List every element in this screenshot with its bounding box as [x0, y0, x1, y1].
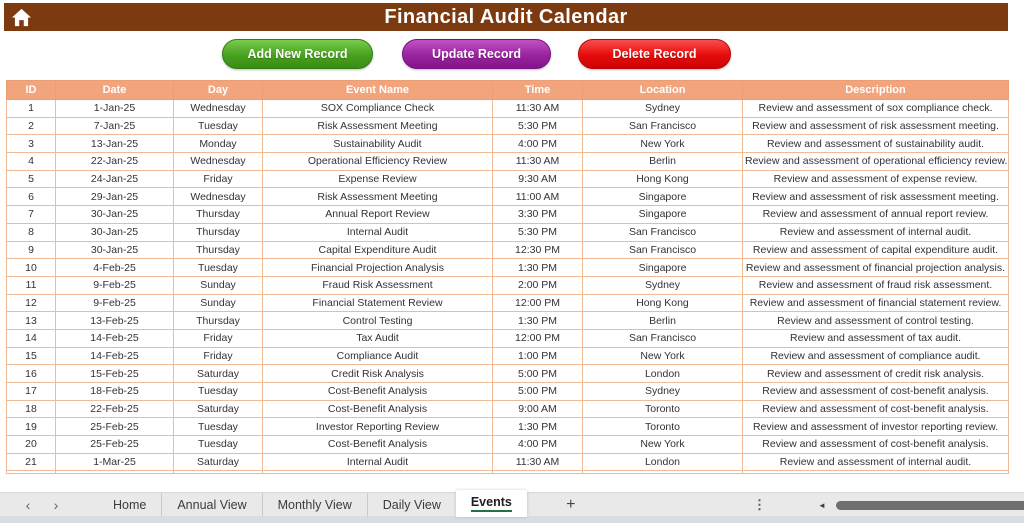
cell-event-name[interactable]: Expense Review	[263, 170, 493, 188]
cell-location[interactable]: New York	[583, 436, 743, 454]
cell-description[interactable]: Review and assessment of sustainability audit.	[743, 135, 1009, 153]
cell-day[interactable]: Friday	[174, 170, 263, 188]
cell-day[interactable]: Thursday	[174, 223, 263, 241]
cell-time[interactable]: 5:30 PM	[493, 223, 583, 241]
sheet-tab-bar	[0, 492, 1024, 516]
cell-description[interactable]: Review and assessment of financial projection analysis.	[743, 259, 1009, 277]
cell-description[interactable]: Review and assessment of annual report review.	[743, 206, 1009, 224]
cell-time[interactable]: 5:30 PM	[493, 117, 583, 135]
cell-location[interactable]: San Francisco	[583, 241, 743, 259]
cell-date[interactable]: 18-Feb-25	[56, 383, 174, 401]
cell-event-name[interactable]: Risk Assessment Meeting	[263, 188, 493, 206]
cell-day[interactable]: Thursday	[174, 206, 263, 224]
cell-location[interactable]: London	[583, 365, 743, 383]
cell-description[interactable]: Review and assessment of internal audit.	[743, 223, 1009, 241]
cell-time[interactable]: 9:30 AM	[493, 170, 583, 188]
cell-date[interactable]: 7-Jan-25	[56, 117, 174, 135]
cell-id[interactable]: 3	[7, 135, 56, 153]
cell-day[interactable]: Tuesday	[174, 117, 263, 135]
cell-time[interactable]: 4:00 PM	[493, 436, 583, 454]
cell-event-name[interactable]: Control Testing	[263, 312, 493, 330]
cell-id[interactable]: 12	[7, 294, 56, 312]
cell-event-name[interactable]: Capital Expenditure Audit	[263, 241, 493, 259]
cell-date[interactable]: 25-Feb-25	[56, 418, 174, 436]
cell-id[interactable]: 20	[7, 436, 56, 454]
sheet-nav-next-icon[interactable]: ›	[42, 498, 70, 512]
table-row	[7, 347, 1009, 365]
sheet-tabs	[98, 493, 527, 517]
cell-location[interactable]: San Francisco	[583, 223, 743, 241]
add-new-record-button[interactable]: Add New Record	[222, 39, 373, 69]
cell-event-name[interactable]: SOX Compliance Check	[263, 100, 493, 118]
cell-time[interactable]: 12:30 PM	[493, 241, 583, 259]
cell-description[interactable]: Review and assessment of cost-benefit analysis.	[743, 436, 1009, 454]
cell-day[interactable]: Wednesday	[174, 188, 263, 206]
cell-time[interactable]: 9:00 AM	[493, 400, 583, 418]
add-sheet-button[interactable]: +	[549, 495, 593, 515]
sheet-tab-label: Annual View	[177, 497, 247, 512]
kebab-menu-icon[interactable]: ⋮	[753, 497, 766, 512]
sheet-tab-label: Events	[471, 495, 512, 512]
table-row	[7, 329, 1009, 347]
cell-date[interactable]: 14-Feb-25	[56, 347, 174, 365]
cell-time[interactable]: 11:30 AM	[493, 100, 583, 118]
hscroll-left-arrow-icon[interactable]: ◄	[818, 500, 826, 510]
cell-id[interactable]: 8	[7, 223, 56, 241]
cell-date[interactable]: 4-Feb-25	[56, 259, 174, 277]
cell-empty	[263, 471, 493, 474]
cell-day[interactable]: Tuesday	[174, 259, 263, 277]
cell-time[interactable]: 5:00 PM	[493, 365, 583, 383]
cell-time[interactable]: 11:30 AM	[493, 453, 583, 471]
cell-location[interactable]: Toronto	[583, 400, 743, 418]
cell-time[interactable]: 1:00 PM	[493, 347, 583, 365]
table-row	[7, 418, 1009, 436]
cell-event-name[interactable]: Tax Audit	[263, 329, 493, 347]
cell-time[interactable]: 11:30 AM	[493, 153, 583, 171]
cell-event-name[interactable]: Operational Efficiency Review	[263, 153, 493, 171]
sheet-tab-events[interactable]	[456, 490, 527, 517]
cell-event-name[interactable]: Credit Risk Analysis	[263, 365, 493, 383]
cell-day[interactable]: Sunday	[174, 276, 263, 294]
cell-time[interactable]: 1:30 PM	[493, 312, 583, 330]
cell-location[interactable]: Berlin	[583, 153, 743, 171]
sheet-nav-prev-icon[interactable]: ‹	[14, 498, 42, 512]
table-row	[7, 365, 1009, 383]
page-title: Financial Audit Calendar	[384, 5, 628, 28]
cell-description[interactable]: Review and assessment of risk assessment meeting.	[743, 117, 1009, 135]
cell-day[interactable]: Tuesday	[174, 436, 263, 454]
table-row	[7, 383, 1009, 401]
cell-day[interactable]: Saturday	[174, 365, 263, 383]
table-row	[7, 276, 1009, 294]
cell-day[interactable]: Wednesday	[174, 100, 263, 118]
cell-event-name[interactable]: Annual Report Review	[263, 206, 493, 224]
cell-location[interactable]: Sydney	[583, 276, 743, 294]
table-row	[7, 170, 1009, 188]
table-row	[7, 259, 1009, 277]
cell-date[interactable]: 30-Jan-25	[56, 223, 174, 241]
cell-id[interactable]: 2	[7, 117, 56, 135]
cell-time[interactable]: 12:00 PM	[493, 329, 583, 347]
cell-description[interactable]: Review and assessment of fraud risk assessment.	[743, 276, 1009, 294]
table-row	[7, 223, 1009, 241]
cell-date[interactable]: 25-Feb-25	[56, 436, 174, 454]
cell-date[interactable]: 22-Jan-25	[56, 153, 174, 171]
table-row	[7, 206, 1009, 224]
cell-description[interactable]: Review and assessment of sox compliance check.	[743, 100, 1009, 118]
events-table	[6, 80, 1009, 474]
cell-event-name[interactable]: Investor Reporting Review	[263, 418, 493, 436]
cell-empty	[583, 471, 743, 474]
column-header-date: Date	[56, 81, 174, 100]
cell-event-name[interactable]: Cost-Benefit Analysis	[263, 400, 493, 418]
cell-day[interactable]: Tuesday	[174, 418, 263, 436]
cell-date[interactable]: 1-Jan-25	[56, 100, 174, 118]
table-row	[7, 312, 1009, 330]
cell-date[interactable]: 22-Feb-25	[56, 400, 174, 418]
table-row	[7, 453, 1009, 471]
cell-empty	[56, 471, 174, 474]
cell-event-name[interactable]: Internal Audit	[263, 223, 493, 241]
cell-description[interactable]: Review and assessment of investor reporting review.	[743, 418, 1009, 436]
cell-event-name[interactable]: Cost-Benefit Analysis	[263, 383, 493, 401]
cell-empty	[7, 471, 56, 474]
column-header-event-name: Event Name	[263, 81, 493, 100]
cell-time[interactable]: 11:00 AM	[493, 188, 583, 206]
sheet-tab-label: Daily View	[382, 497, 441, 512]
cell-location[interactable]: San Francisco	[583, 329, 743, 347]
cell-date[interactable]: 30-Jan-25	[56, 206, 174, 224]
cell-id[interactable]: 21	[7, 453, 56, 471]
cell-location[interactable]: London	[583, 453, 743, 471]
column-header-time: Time	[493, 81, 583, 100]
cell-empty	[493, 471, 583, 474]
sheet-tab-home[interactable]	[98, 493, 161, 517]
cell-description[interactable]: Review and assessment of credit risk analysis.	[743, 365, 1009, 383]
cell-id[interactable]: 7	[7, 206, 56, 224]
cell-id[interactable]: 17	[7, 383, 56, 401]
cell-date[interactable]: 30-Jan-25	[56, 241, 174, 259]
cell-location[interactable]: Berlin	[583, 312, 743, 330]
cell-id[interactable]: 14	[7, 329, 56, 347]
cell-date[interactable]: 13-Feb-25	[56, 312, 174, 330]
cell-event-name[interactable]: Risk Assessment Meeting	[263, 117, 493, 135]
column-header-description: Description	[743, 81, 1009, 100]
cell-location[interactable]: Singapore	[583, 259, 743, 277]
table-row	[7, 153, 1009, 171]
cell-description[interactable]: Review and assessment of tax audit.	[743, 329, 1009, 347]
cell-time[interactable]: 1:30 PM	[493, 259, 583, 277]
column-header-day: Day	[174, 81, 263, 100]
cell-description[interactable]: Review and assessment of cost-benefit analysis.	[743, 383, 1009, 401]
cell-day[interactable]: Friday	[174, 329, 263, 347]
cell-time[interactable]: 1:30 PM	[493, 418, 583, 436]
events-table-wrap	[6, 80, 1008, 474]
sheet-tab-label: Home	[113, 497, 147, 512]
cell-location[interactable]: Toronto	[583, 418, 743, 436]
table-header-row	[7, 81, 1009, 100]
sheet-tab-annual-view[interactable]	[161, 493, 261, 517]
cell-location[interactable]: Singapore	[583, 206, 743, 224]
cell-description[interactable]: Review and assessment of cost-benefit analysis.	[743, 400, 1009, 418]
cell-description[interactable]: Review and assessment of expense review.	[743, 170, 1009, 188]
cell-day[interactable]: Friday	[174, 347, 263, 365]
cell-date[interactable]: 9-Feb-25	[56, 276, 174, 294]
cell-day[interactable]: Tuesday	[174, 383, 263, 401]
cell-description[interactable]: Review and assessment of compliance audit.	[743, 347, 1009, 365]
cell-event-name[interactable]: Sustainability Audit	[263, 135, 493, 153]
cell-event-name[interactable]: Cost-Benefit Analysis	[263, 436, 493, 454]
bottom-edge-strip	[0, 516, 1024, 523]
cell-location[interactable]: New York	[583, 347, 743, 365]
cell-description[interactable]: Review and assessment of capital expenditure audit.	[743, 241, 1009, 259]
table-row	[7, 100, 1009, 118]
table-row	[7, 436, 1009, 454]
cell-empty	[743, 471, 1009, 474]
cell-id[interactable]: 5	[7, 170, 56, 188]
cell-day[interactable]: Thursday	[174, 241, 263, 259]
table-row	[7, 400, 1009, 418]
cell-description[interactable]: Review and assessment of control testing.	[743, 312, 1009, 330]
cell-event-name[interactable]: Financial Statement Review	[263, 294, 493, 312]
cell-event-name[interactable]: Fraud Risk Assessment	[263, 276, 493, 294]
sheet-tab-label: Monthly View	[277, 497, 352, 512]
cell-id[interactable]: 9	[7, 241, 56, 259]
cell-location[interactable]: San Francisco	[583, 117, 743, 135]
table-row	[7, 241, 1009, 259]
cell-id[interactable]: 15	[7, 347, 56, 365]
cell-description[interactable]: Review and assessment of internal audit.	[743, 453, 1009, 471]
cell-date[interactable]: 24-Jan-25	[56, 170, 174, 188]
cell-location[interactable]: Singapore	[583, 188, 743, 206]
sheet-tab-daily-view[interactable]	[367, 493, 456, 517]
cell-event-name[interactable]: Compliance Audit	[263, 347, 493, 365]
cell-date[interactable]: 14-Feb-25	[56, 329, 174, 347]
cell-id[interactable]: 4	[7, 153, 56, 171]
cell-day[interactable]: Monday	[174, 135, 263, 153]
table-row	[7, 117, 1009, 135]
column-header-id: ID	[7, 81, 56, 100]
cell-location[interactable]: Hong Kong	[583, 170, 743, 188]
sheet-tab-monthly-view[interactable]	[262, 493, 367, 517]
cell-time[interactable]: 4:00 PM	[493, 135, 583, 153]
cell-description[interactable]: Review and assessment of risk assessment meeting.	[743, 188, 1009, 206]
horizontal-scrollbar-thumb[interactable]	[836, 501, 1024, 510]
cell-day[interactable]: Saturday	[174, 453, 263, 471]
cell-id[interactable]: 19	[7, 418, 56, 436]
cell-id[interactable]: 11	[7, 276, 56, 294]
table-row-partial	[7, 471, 1009, 474]
table-row	[7, 188, 1009, 206]
cell-time[interactable]: 5:00 PM	[493, 383, 583, 401]
cell-id[interactable]: 13	[7, 312, 56, 330]
cell-location[interactable]: Sydney	[583, 100, 743, 118]
cell-location[interactable]: Hong Kong	[583, 294, 743, 312]
cell-day[interactable]: Saturday	[174, 400, 263, 418]
cell-id[interactable]: 1	[7, 100, 56, 118]
cell-empty	[174, 471, 263, 474]
cell-day[interactable]: Sunday	[174, 294, 263, 312]
cell-location[interactable]: New York	[583, 135, 743, 153]
title-bar	[4, 3, 1008, 31]
cell-day[interactable]: Thursday	[174, 312, 263, 330]
cell-event-name[interactable]: Internal Audit	[263, 453, 493, 471]
cell-date[interactable]: 9-Feb-25	[56, 294, 174, 312]
table-row	[7, 135, 1009, 153]
cell-id[interactable]: 18	[7, 400, 56, 418]
cell-location[interactable]: Sydney	[583, 383, 743, 401]
cell-date[interactable]: 1-Mar-25	[56, 453, 174, 471]
home-icon[interactable]	[8, 5, 34, 29]
cell-description[interactable]: Review and assessment of operational efficiency review.	[743, 153, 1009, 171]
cell-id[interactable]: 6	[7, 188, 56, 206]
cell-description[interactable]: Review and assessment of financial statement review.	[743, 294, 1009, 312]
cell-time[interactable]: 12:00 PM	[493, 294, 583, 312]
cell-id[interactable]: 10	[7, 259, 56, 277]
cell-time[interactable]: 2:00 PM	[493, 276, 583, 294]
cell-time[interactable]: 3:30 PM	[493, 206, 583, 224]
cell-day[interactable]: Wednesday	[174, 153, 263, 171]
update-record-button[interactable]: Update Record	[402, 39, 551, 69]
home-icon-glyph	[11, 8, 32, 27]
table-row	[7, 294, 1009, 312]
cell-date[interactable]: 15-Feb-25	[56, 365, 174, 383]
delete-record-button[interactable]: Delete Record	[578, 39, 731, 69]
cell-date[interactable]: 29-Jan-25	[56, 188, 174, 206]
column-header-location: Location	[583, 81, 743, 100]
cell-date[interactable]: 13-Jan-25	[56, 135, 174, 153]
cell-id[interactable]: 16	[7, 365, 56, 383]
cell-event-name[interactable]: Financial Projection Analysis	[263, 259, 493, 277]
